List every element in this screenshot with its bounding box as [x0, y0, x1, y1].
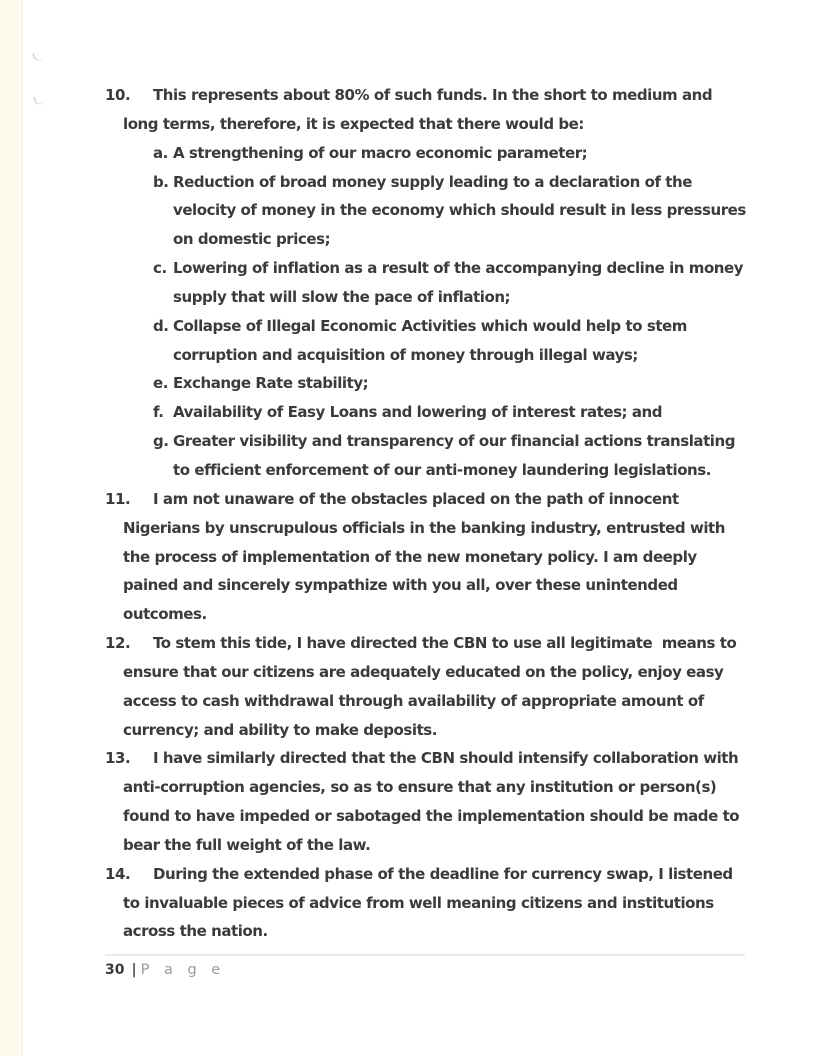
- document-line: [0, 81, 816, 110]
- line-text: Lowering of inflation as a result of the accompanying decline in money: [173, 259, 744, 278]
- document-line: supply that will slow the pace of inflation;: [173, 287, 511, 306]
- document-line: [0, 369, 816, 398]
- document-line: corruption and acquisition of money through illegal ways;: [173, 345, 638, 364]
- list-marker: 14.: [105, 864, 131, 883]
- document-line: Nigerians by unscrupulous officials in the banking industry, entrusted with: [123, 518, 725, 537]
- document-line: currency; and ability to make deposits.: [123, 720, 438, 739]
- document-line: anti-corruption agencies, so as to ensure that any institution or person(s): [123, 778, 717, 797]
- document-line: long terms, therefore, it is expected that there would be:: [123, 114, 584, 133]
- document-line: [0, 629, 816, 658]
- document-line: [0, 860, 816, 889]
- document-line: to invaluable pieces of advice from well meaning citizens and institutions: [123, 893, 714, 912]
- document-line: outcomes.: [123, 605, 207, 624]
- document-body: [0, 81, 816, 946]
- list-marker: b.: [153, 172, 169, 191]
- line-text: Exchange Rate stability;: [173, 374, 369, 393]
- list-marker: e.: [153, 374, 168, 393]
- list-marker: 13.: [105, 749, 131, 768]
- document-line: found to have impeded or sabotaged the implementation should be made to: [123, 807, 740, 826]
- document-line: ensure that our citizens are adequately educated on the policy, enjoy easy: [123, 662, 724, 681]
- line-text: Greater visibility and transparency of our financial actions translating: [173, 432, 736, 451]
- document-line: the process of implementation of the new monetary policy. I am deeply: [123, 547, 697, 566]
- document-line: [0, 254, 816, 283]
- document-line: [0, 398, 816, 427]
- document-line: pained and sincerely sympathize with you all, over these unintended: [123, 576, 678, 595]
- document-line: [0, 139, 816, 168]
- scan-speck: [32, 51, 42, 61]
- line-text: Collapse of Illegal Economic Activities which would help to stem: [173, 316, 687, 335]
- line-text: Availability of Easy Loans and lowering of interest rates; and: [173, 403, 663, 422]
- document-line: [0, 312, 816, 341]
- footer-page-number: 30: [105, 962, 125, 978]
- page-footer: [105, 958, 225, 982]
- list-marker: 12.: [105, 634, 131, 653]
- list-marker: c.: [153, 259, 167, 278]
- list-marker: d.: [153, 316, 169, 335]
- footer-divider: [105, 954, 745, 956]
- document-line: [0, 168, 816, 197]
- footer-separator: |: [131, 962, 137, 978]
- list-marker: f.: [153, 403, 164, 422]
- document-line: bear the full weight of the law.: [123, 835, 371, 854]
- line-text: I have similarly directed that the CBN should intensify collaboration with: [153, 749, 739, 768]
- document-line: [0, 485, 816, 514]
- document-line: [0, 744, 816, 773]
- list-marker: 11.: [105, 489, 131, 508]
- list-marker: a.: [153, 143, 168, 162]
- document-line: [0, 427, 816, 456]
- line-text: A strengthening of our macro economic parameter;: [173, 143, 588, 162]
- footer-page-word: P a g e: [140, 962, 226, 978]
- document-line: velocity of money in the economy which should result in less pressures: [173, 201, 746, 220]
- list-marker: g.: [153, 432, 169, 451]
- line-text: To stem this tide, I have directed the CBN to use all legitimate means to: [153, 634, 737, 653]
- line-text: During the extended phase of the deadline for currency swap, I listened: [153, 864, 733, 883]
- document-line: across the nation.: [123, 922, 268, 941]
- document-line: access to cash withdrawal through availability of appropriate amount of: [123, 691, 704, 710]
- document-line: to efficient enforcement of our anti-money laundering legislations.: [173, 460, 712, 479]
- line-text: This represents about 80% of such funds. In the short to medium and: [153, 86, 713, 104]
- line-text: I am not unaware of the obstacles placed on the path of innocent: [153, 489, 679, 508]
- line-text: Reduction of broad money supply leading to a declaration of the: [173, 172, 692, 191]
- document-line: on domestic prices;: [173, 230, 331, 249]
- list-marker: 10.: [105, 86, 131, 104]
